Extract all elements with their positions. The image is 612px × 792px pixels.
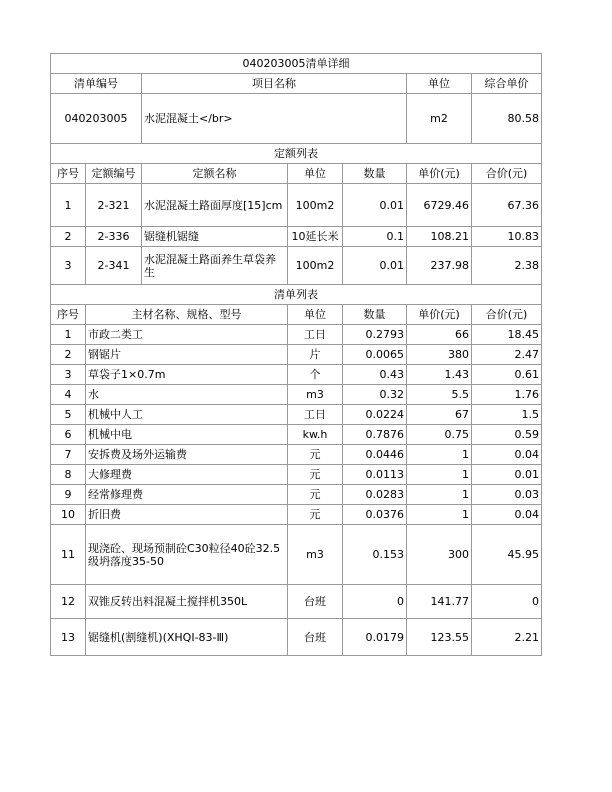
cell-total: 0.59 — [472, 425, 542, 445]
cell-qty: 0.0283 — [343, 485, 407, 505]
cell-price: 237.98 — [407, 247, 472, 285]
cell-name: 锯缝机(割缝机)(XHQI-83-Ⅲ) — [86, 619, 288, 656]
header-unit-price: 综合单价 — [472, 74, 542, 94]
cell-name: 现浇砼、现场预制砼C30粒径40砼32.5级坍落度35-50 — [86, 525, 288, 585]
cell-name: 水泥混凝土路面厚度[15]cm — [142, 184, 288, 227]
cell-total: 0.01 — [472, 465, 542, 485]
item-name: 水泥混凝土</br> — [142, 94, 407, 144]
cell-no: 9 — [51, 485, 86, 505]
cell-unit: 工日 — [288, 405, 343, 425]
cell-name: 机械中人工 — [86, 405, 288, 425]
quota-header-row — [51, 164, 542, 184]
cell-price: 108.21 — [407, 227, 472, 247]
cell-total: 0.61 — [472, 365, 542, 385]
header-cell: 主材名称、规格、型号 — [86, 305, 288, 325]
cell-unit: 元 — [288, 505, 343, 525]
bill-detail-table — [50, 53, 542, 656]
table-row — [51, 425, 542, 445]
cell-total: 67.36 — [472, 184, 542, 227]
table-row — [51, 345, 542, 365]
cell-unit: 元 — [288, 445, 343, 465]
cell-unit: 工日 — [288, 325, 343, 345]
cell-name: 安拆费及场外运输费 — [86, 445, 288, 465]
header-cell: 单位 — [288, 164, 343, 184]
cell-no: 2 — [51, 345, 86, 365]
cell-qty: 0.43 — [343, 365, 407, 385]
document-title: 040203005清单详细 — [51, 54, 542, 74]
header-item-name: 项目名称 — [142, 74, 407, 94]
table-row — [51, 184, 542, 227]
summary-row — [51, 94, 542, 144]
table-row — [51, 505, 542, 525]
cell-unit: m3 — [288, 525, 343, 585]
cell-no: 6 — [51, 425, 86, 445]
cell-price: 123.55 — [407, 619, 472, 656]
cell-code: 2-341 — [86, 247, 142, 285]
header-unit: 单位 — [407, 74, 472, 94]
cell-price: 6729.46 — [407, 184, 472, 227]
item-unit: m2 — [407, 94, 472, 144]
cell-name: 市政二类工 — [86, 325, 288, 345]
cell-no: 13 — [51, 619, 86, 656]
cell-name: 机械中电 — [86, 425, 288, 445]
table-title-row — [51, 54, 542, 74]
cell-total: 0.04 — [472, 445, 542, 465]
cell-total: 1.76 — [472, 385, 542, 405]
cell-no: 2 — [51, 227, 86, 247]
header-cell: 单价(元) — [407, 164, 472, 184]
cell-qty: 0.0179 — [343, 619, 407, 656]
cell-qty: 0.01 — [343, 247, 407, 285]
cell-no: 3 — [51, 247, 86, 285]
cell-no: 12 — [51, 585, 86, 619]
cell-no: 8 — [51, 465, 86, 485]
cell-no: 7 — [51, 445, 86, 465]
cell-no: 11 — [51, 525, 86, 585]
cell-total: 0 — [472, 585, 542, 619]
cell-total: 0.03 — [472, 485, 542, 505]
cell-unit: 个 — [288, 365, 343, 385]
header-cell: 数量 — [343, 305, 407, 325]
table-row — [51, 619, 542, 656]
cell-no: 1 — [51, 184, 86, 227]
summary-header-row — [51, 74, 542, 94]
cell-qty: 0.0376 — [343, 505, 407, 525]
table-row — [51, 445, 542, 465]
table-row — [51, 227, 542, 247]
cell-qty: 0.7876 — [343, 425, 407, 445]
cell-unit: kw.h — [288, 425, 343, 445]
header-cell: 序号 — [51, 305, 86, 325]
materials-section-title: 清单列表 — [51, 285, 542, 305]
cell-price: 67 — [407, 405, 472, 425]
cell-qty: 0.0113 — [343, 465, 407, 485]
table-row — [51, 485, 542, 505]
cell-price: 1 — [407, 485, 472, 505]
cell-total: 0.04 — [472, 505, 542, 525]
cell-unit: 100m2 — [288, 247, 343, 285]
header-cell: 合价(元) — [472, 305, 542, 325]
cell-unit: 台班 — [288, 585, 343, 619]
cell-name: 锯缝机锯缝 — [142, 227, 288, 247]
cell-name: 水泥混凝土路面养生草袋养生 — [142, 247, 288, 285]
cell-price: 1 — [407, 445, 472, 465]
table-row — [51, 325, 542, 345]
cell-price: 0.75 — [407, 425, 472, 445]
cell-name: 钢锯片 — [86, 345, 288, 365]
cell-price: 66 — [407, 325, 472, 345]
cell-total: 10.83 — [472, 227, 542, 247]
cell-qty: 0.153 — [343, 525, 407, 585]
materials-header-row — [51, 305, 542, 325]
cell-qty: 0.1 — [343, 227, 407, 247]
header-cell: 定额名称 — [142, 164, 288, 184]
table-row — [51, 365, 542, 385]
cell-name: 折旧费 — [86, 505, 288, 525]
cell-qty: 0 — [343, 585, 407, 619]
cell-code: 2-336 — [86, 227, 142, 247]
cell-name: 草袋子1×0.7m — [86, 365, 288, 385]
cell-price: 141.77 — [407, 585, 472, 619]
cell-total: 2.38 — [472, 247, 542, 285]
table-row — [51, 385, 542, 405]
cell-qty: 0.0065 — [343, 345, 407, 365]
header-cell: 数量 — [343, 164, 407, 184]
item-price: 80.58 — [472, 94, 542, 144]
cell-qty: 0.32 — [343, 385, 407, 405]
cell-no: 1 — [51, 325, 86, 345]
cell-no: 10 — [51, 505, 86, 525]
cell-total: 2.21 — [472, 619, 542, 656]
cell-code: 2-321 — [86, 184, 142, 227]
quota-section-row — [51, 144, 542, 164]
table-row — [51, 405, 542, 425]
cell-name: 水 — [86, 385, 288, 405]
table-row — [51, 247, 542, 285]
table-row — [51, 585, 542, 619]
quota-section-title: 定额列表 — [51, 144, 542, 164]
cell-name: 双锥反转出料混凝土搅拌机350L — [86, 585, 288, 619]
cell-qty: 0.0224 — [343, 405, 407, 425]
cell-price: 300 — [407, 525, 472, 585]
cell-unit: 片 — [288, 345, 343, 365]
cell-unit: 元 — [288, 485, 343, 505]
cell-unit: m3 — [288, 385, 343, 405]
cell-unit: 100m2 — [288, 184, 343, 227]
table-row — [51, 465, 542, 485]
header-cell: 定额编号 — [86, 164, 142, 184]
cell-total: 2.47 — [472, 345, 542, 365]
cell-price: 1.43 — [407, 365, 472, 385]
cell-no: 4 — [51, 385, 86, 405]
cell-unit: 台班 — [288, 619, 343, 656]
cell-no: 3 — [51, 365, 86, 385]
cell-no: 5 — [51, 405, 86, 425]
materials-section-row — [51, 285, 542, 305]
cell-price: 1 — [407, 465, 472, 485]
header-cell: 序号 — [51, 164, 86, 184]
cell-price: 380 — [407, 345, 472, 365]
table-row — [51, 525, 542, 585]
cell-qty: 0.01 — [343, 184, 407, 227]
bill-code: 040203005 — [51, 94, 142, 144]
cell-unit: 元 — [288, 465, 343, 485]
cell-name: 经常修理费 — [86, 485, 288, 505]
cell-price: 1 — [407, 505, 472, 525]
cell-total: 1.5 — [472, 405, 542, 425]
cell-qty: 0.0446 — [343, 445, 407, 465]
header-bill-code: 清单编号 — [51, 74, 142, 94]
cell-unit: 10延长米 — [288, 227, 343, 247]
cell-price: 5.5 — [407, 385, 472, 405]
cell-qty: 0.2793 — [343, 325, 407, 345]
header-cell: 单价(元) — [407, 305, 472, 325]
header-cell: 合价(元) — [472, 164, 542, 184]
cell-name: 大修理费 — [86, 465, 288, 485]
cell-total: 45.95 — [472, 525, 542, 585]
header-cell: 单位 — [288, 305, 343, 325]
cell-total: 18.45 — [472, 325, 542, 345]
